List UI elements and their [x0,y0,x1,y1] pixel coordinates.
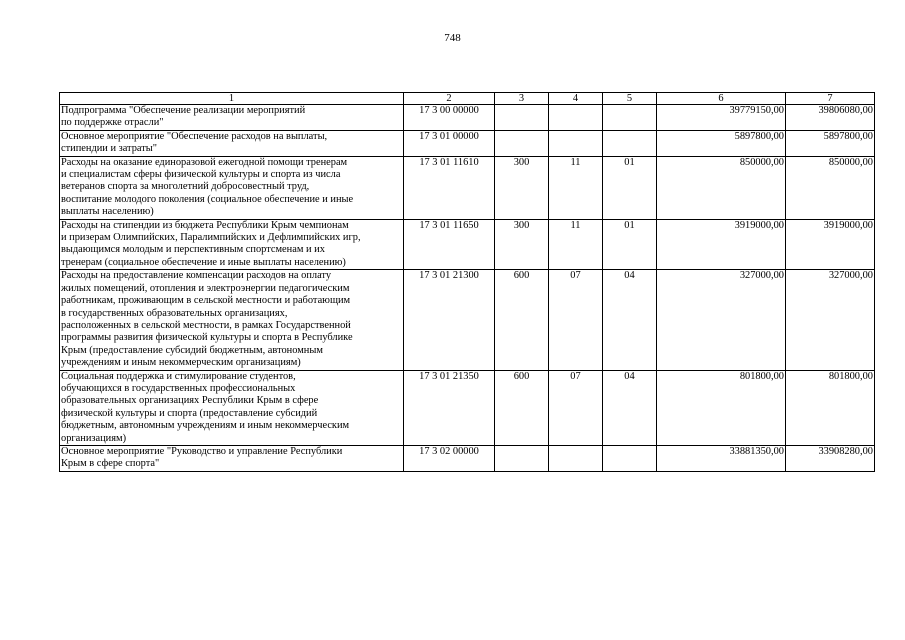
table-row [60,370,875,445]
item-description [60,370,404,445]
amount-year-1: 5897800,00 [657,130,786,156]
amount-year-1: 850000,00 [657,156,786,219]
amount-year-2: 850000,00 [786,156,875,219]
column-header-1: 1 [60,93,404,105]
page-number: 748 [444,32,461,44]
description-line: стипендии и затраты" [61,143,158,155]
table-row [60,156,875,219]
item-description [60,445,404,471]
expense-type-code: 600 [495,270,549,370]
description-line: Крым (предоставление субсидий бюджетным, автономным [61,344,323,356]
amount-year-2: 39806080,00 [786,105,875,131]
column-header-5: 5 [603,93,657,105]
amount-year-2: 33908280,00 [786,445,875,471]
description-line: обучающихся в государственных профессиональных [61,382,296,394]
description-line: Основное мероприятие "Обеспечение расходов на выплаты, [61,130,328,142]
description-line: тренерам (социальное обеспечение и иные выплаты населению) [61,256,346,268]
budget-code: 17 3 01 11610 [404,156,495,219]
section-code [549,130,603,156]
description-line: воспитание молодого поколения (социальное обеспечение и иные [61,193,354,205]
table-row [60,219,875,270]
expense-type-code: 300 [495,219,549,270]
table-row [60,105,875,131]
amount-year-2: 801800,00 [786,370,875,445]
column-header-6: 6 [657,93,786,105]
expense-type-code: 600 [495,370,549,445]
description-line: Крым в сфере спорта" [61,458,160,470]
subsection-code [603,445,657,471]
section-code: 07 [549,370,603,445]
description-line: выплаты населению) [61,206,154,218]
description-line: организациям) [61,432,127,444]
description-line: и призерам Олимпийских, Паралимпийских и Дефлимпийских игр, [61,232,361,244]
description-line: Расходы на предоставление компенсации расходов на оплату [61,270,332,282]
description-line: по поддержке отрасли" [61,117,164,129]
amount-year-2: 327000,00 [786,270,875,370]
item-description [60,270,404,370]
budget-code: 17 3 01 00000 [404,130,495,156]
item-description [60,130,404,156]
description-line: Расходы на стипендии из бюджета Республики Крым чемпионам [61,219,349,231]
item-description [60,219,404,270]
amount-year-1: 327000,00 [657,270,786,370]
column-header-7: 7 [786,93,875,105]
description-line: образовательных организациях Республики Крым в сфере [61,395,319,407]
budget-code: 17 3 02 00000 [404,445,495,471]
amount-year-1: 3919000,00 [657,219,786,270]
column-header-4: 4 [549,93,603,105]
item-description [60,105,404,131]
amount-year-1: 33881350,00 [657,445,786,471]
description-line: учреждениям и иным некоммерческим организациям) [61,357,301,369]
description-line: программы развития физической культуры и спорта в Республике [61,332,353,344]
budget-code: 17 3 01 11650 [404,219,495,270]
table-row [60,445,875,471]
column-header-3: 3 [495,93,549,105]
description-line: Подпрограмма "Обеспечение реализации мероприятий [61,105,306,116]
expense-type-code: 300 [495,156,549,219]
description-line: Основное мероприятие "Руководство и управление Республики [61,445,343,457]
description-line: в государственных образовательных организациях, [61,307,288,319]
subsection-code [603,105,657,131]
section-code: 11 [549,156,603,219]
amount-year-2: 3919000,00 [786,219,875,270]
description-line: Социальная поддержка и стимулирование студентов, [61,370,296,382]
description-line: работникам, проживающим в сельской местности и работающим [61,295,351,307]
table-row [60,130,875,156]
description-line: выдающимся молодым и перспективным спортсменам и их [61,244,325,256]
subsection-code: 04 [603,270,657,370]
section-code [549,445,603,471]
subsection-code: 01 [603,156,657,219]
expense-type-code [495,445,549,471]
description-line: физической культуры и спорта (предоставление субсидий [61,407,318,419]
description-line: ветеранов спорта за многолетний добросовестный труд, [61,181,310,193]
header-row [60,93,875,105]
description-line: жилых помещений, отопления и электроэнергии педагогическим [61,282,350,294]
amount-year-1: 39779150,00 [657,105,786,131]
column-header-2: 2 [404,93,495,105]
budget-code: 17 3 01 21350 [404,370,495,445]
expense-type-code [495,105,549,131]
amount-year-2: 5897800,00 [786,130,875,156]
subsection-code: 04 [603,370,657,445]
expense-type-code [495,130,549,156]
section-code: 07 [549,270,603,370]
description-line: Расходы на оказание единоразовой ежегодной помощи тренерам [61,156,348,168]
subsection-code: 01 [603,219,657,270]
item-description [60,156,404,219]
budget-code: 17 3 01 21300 [404,270,495,370]
amount-year-1: 801800,00 [657,370,786,445]
description-line: расположенных в сельской местности, в рамках Государственной [61,319,351,331]
description-line: бюджетным, автономным учреждениям и иным некоммерческим [61,420,350,432]
description-line: и специалистам сферы физической культуры и спорта из числа [61,169,341,181]
budget-table [59,92,875,472]
table-row [60,270,875,370]
subsection-code [603,130,657,156]
section-code [549,105,603,131]
budget-code: 17 3 00 00000 [404,105,495,131]
section-code: 11 [549,219,603,270]
